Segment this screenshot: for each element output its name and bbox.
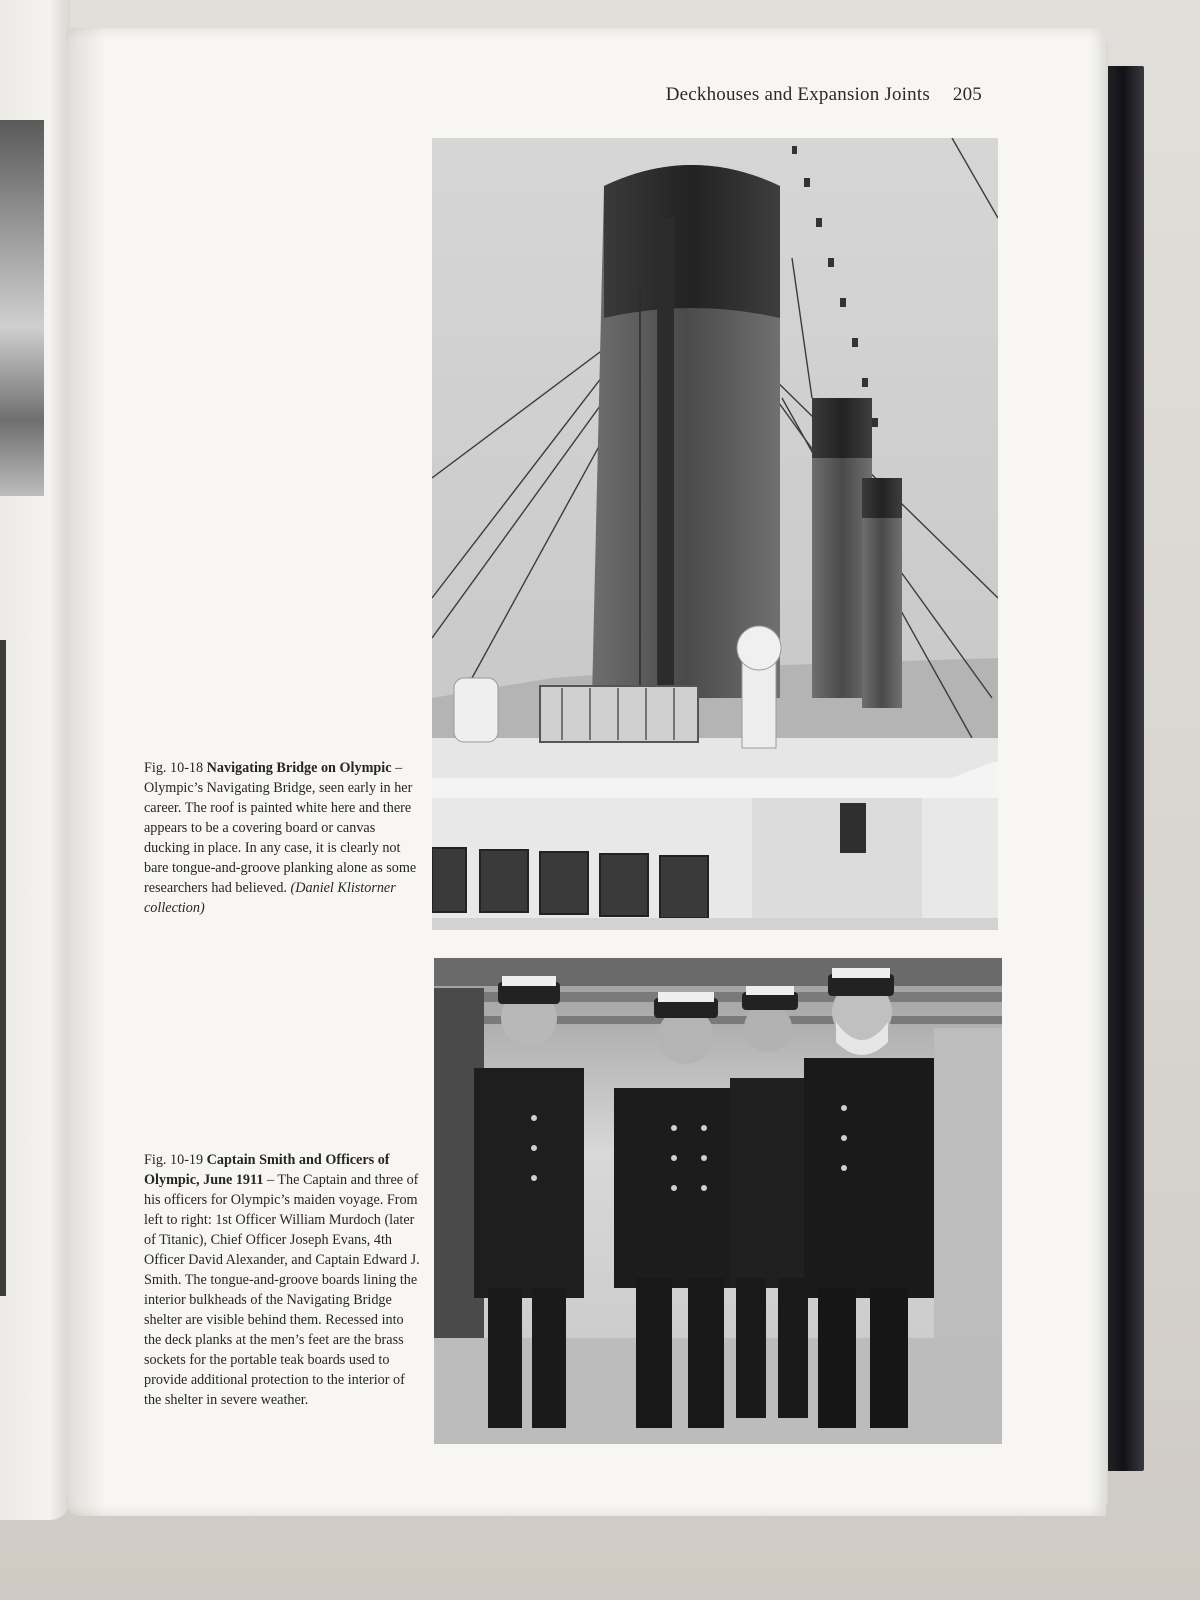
figure-label: Fig. 10-19 [144,1152,204,1168]
figure-caption-10-18 [144,758,424,918]
running-head [620,84,982,106]
figure-caption-10-19 [144,1150,424,1410]
page-gutter-shadow [66,28,106,1516]
previous-page [0,0,70,1520]
figure-title: Captain Smith and Officers of Olympic, June 1911 [144,1152,390,1188]
navigating-bridge-photo [432,138,998,930]
running-head-title: Deckhouses and Expansion Joints [665,84,930,105]
figure-credit: (Daniel Klistorner collection) [144,880,396,916]
figure-title: Navigating Bridge on Olympic [206,760,392,776]
page-number: 205 [952,84,982,105]
figure-label: Fig. 10-18 [144,760,204,776]
previous-page-photo [0,120,44,496]
figure-body: – The Captain and three of his officers for Olympic’s maiden voyage. From left to right: 1st Officer William Murdoch (later of Titanic), Chief Officer Joseph Evans, 4th Officer David Alexander, and Captain Edward J. Smith. The tongue-and-groove boards lining the interior bulkheads of the Navigating Bridge shelter are visible behind them. Recessed into the deck planks at the men’s feet are the brass sockets for the portable teak boards used to provide additional protection to the interior of the shelter in severe weather. [144,1172,420,1408]
figure-body: – Olympic’s Navigating Bridge, seen early in her career. The roof is painted white here and there appears to be a covering board or canvas ducking in place. In any case, it is clearly not bare tongue-and-groove planking alone as some researchers had believed. [144,760,417,896]
previous-page-photo-edge [0,640,6,1296]
captain-and-officers-photo [434,958,1002,1444]
